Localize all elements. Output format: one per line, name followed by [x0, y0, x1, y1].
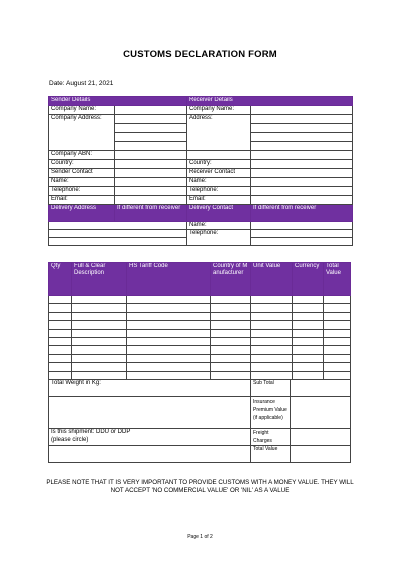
freight-field[interactable] — [291, 429, 351, 446]
unit-value-cell[interactable] — [251, 337, 293, 345]
please-circle-label: (please circle) — [51, 436, 89, 443]
telephone-label: Telephone: — [49, 187, 115, 196]
sub-total-label: Sub Total — [251, 380, 291, 397]
receiver-address-field[interactable] — [251, 133, 353, 142]
delivery-address-field[interactable] — [49, 222, 187, 230]
delivery-contact-note: If different from receiver — [251, 205, 353, 222]
receiver-address-field[interactable] — [251, 142, 353, 151]
unit-value-cell[interactable] — [251, 321, 293, 329]
description-cell[interactable] — [72, 304, 127, 312]
currency-cell[interactable] — [293, 346, 324, 354]
shipment-label: Is this shipment: DDU or DDP — [51, 429, 131, 435]
total-value-label: Total Value — [251, 446, 291, 463]
totals-table — [48, 379, 351, 463]
receiver-address-field[interactable] — [251, 124, 353, 133]
delivery-address-field[interactable] — [49, 230, 187, 238]
qty-cell[interactable] — [49, 337, 72, 345]
description-header: Full & Clear Description — [72, 263, 127, 296]
unit-value-cell[interactable] — [251, 363, 293, 371]
total-weight-label: Total Weight in Kg: — [49, 380, 251, 397]
receiver-telephone-label: Telephone: — [187, 187, 251, 196]
hs-tariff-cell[interactable] — [127, 354, 211, 362]
weight-field[interactable] — [49, 397, 251, 429]
country-cell[interactable] — [211, 363, 251, 371]
sender-details-header: Sender Details — [49, 97, 187, 106]
sub-total-field[interactable] — [291, 380, 351, 397]
receiver-name-label: Name: — [187, 178, 251, 187]
hs-tariff-cell[interactable] — [127, 337, 211, 345]
goods-table — [48, 262, 351, 380]
goods-row — [49, 321, 351, 329]
hs-tariff-label: HS Tariff Code — [129, 263, 168, 269]
receiver-details-header: Receiver Details — [187, 97, 353, 106]
total-value-cell[interactable] — [324, 346, 351, 354]
page-footer: Page 1 of 2 — [187, 534, 213, 540]
goods-row — [49, 296, 351, 304]
insurance-label: Insurance Premium Value (if applicable) — [251, 397, 291, 429]
country-field[interactable] — [115, 160, 187, 169]
freight-label: Freight Charges — [251, 429, 291, 446]
description-cell[interactable] — [72, 321, 127, 329]
hs-tariff-cell[interactable] — [127, 329, 211, 337]
delivery-address-header: Delivery Address — [49, 205, 115, 222]
qty-cell[interactable] — [49, 312, 72, 320]
hs-tariff-cell[interactable] — [127, 363, 211, 371]
description-cell[interactable] — [72, 346, 127, 354]
receiver-telephone-field[interactable] — [251, 187, 353, 196]
receiver-address-label: Address: — [187, 115, 251, 151]
country-cell[interactable] — [211, 329, 251, 337]
description-cell[interactable] — [72, 296, 127, 304]
company-address-field[interactable] — [115, 124, 187, 133]
delivery-name-field[interactable] — [251, 222, 353, 230]
hs-tariff-cell[interactable] — [127, 296, 211, 304]
country-cell[interactable] — [211, 321, 251, 329]
sender-receiver-table — [48, 96, 353, 246]
sender-contact-label: Sender Contact — [49, 169, 115, 178]
sender-contact-field[interactable] — [115, 169, 187, 178]
receiver-name-field[interactable] — [251, 178, 353, 187]
receiver-company-name-label: Company Name: — [187, 106, 251, 115]
goods-row — [49, 337, 351, 345]
currency-cell[interactable] — [293, 321, 324, 329]
unit-value-cell[interactable] — [251, 346, 293, 354]
unit-value-cell[interactable] — [251, 296, 293, 304]
hs-tariff-cell[interactable] — [127, 346, 211, 354]
currency-cell[interactable] — [293, 312, 324, 320]
blank-cell — [187, 151, 251, 160]
total-value-cell[interactable] — [324, 312, 351, 320]
total-value-cell[interactable] — [324, 354, 351, 362]
total-value-header: Total Value — [324, 263, 351, 296]
country-label: Country: — [49, 160, 115, 169]
receiver-country-label: Country: — [187, 160, 251, 169]
receiver-email-field[interactable] — [251, 196, 353, 205]
company-abn-field[interactable] — [115, 151, 187, 160]
description-cell[interactable] — [72, 363, 127, 371]
delivery-telephone-label: Telephone: — [187, 230, 251, 246]
qty-cell[interactable] — [49, 363, 72, 371]
total-value-cell[interactable] — [324, 304, 351, 312]
currency-cell[interactable] — [293, 354, 324, 362]
qty-cell[interactable] — [49, 296, 72, 304]
receiver-address-field[interactable] — [251, 115, 353, 124]
company-name-label: Company Name: — [49, 106, 115, 115]
unit-value-cell[interactable] — [251, 329, 293, 337]
delivery-address-note: If different from receiver — [115, 205, 187, 222]
currency-cell[interactable] — [293, 363, 324, 371]
country-cell[interactable] — [211, 354, 251, 362]
total-value-cell[interactable] — [324, 321, 351, 329]
currency-cell[interactable] — [293, 329, 324, 337]
hs-tariff-header — [127, 263, 211, 296]
qty-header: Qty — [49, 263, 72, 296]
country-of-manufacturer-header: Country of Manufacturer — [211, 263, 251, 296]
country-cell[interactable] — [211, 337, 251, 345]
hs-tariff-cell[interactable] — [127, 312, 211, 320]
hs-tariff-cell[interactable] — [127, 321, 211, 329]
total-value-cell[interactable] — [324, 329, 351, 337]
unit-value-cell[interactable] — [251, 354, 293, 362]
description-cell[interactable] — [72, 337, 127, 345]
company-address-field[interactable] — [115, 115, 187, 124]
total-value-cell[interactable] — [324, 337, 351, 345]
goods-row — [49, 304, 351, 312]
delivery-telephone-field[interactable] — [251, 238, 353, 246]
company-name-field[interactable] — [115, 106, 187, 115]
country-cell[interactable] — [211, 346, 251, 354]
delivery-name-label: Name: — [187, 222, 251, 230]
receiver-contact-field[interactable] — [251, 169, 353, 178]
delivery-telephone-field[interactable] — [251, 230, 353, 238]
blank-field[interactable] — [251, 151, 353, 160]
country-cell[interactable] — [211, 296, 251, 304]
telephone-field[interactable] — [115, 187, 187, 196]
goods-row — [49, 363, 351, 371]
currency-cell[interactable] — [293, 296, 324, 304]
name-label: Name: — [49, 178, 115, 187]
description-cell[interactable] — [72, 354, 127, 362]
blank-cell — [49, 446, 251, 463]
form-title: CUSTOMS DECLARATION FORM — [123, 49, 277, 60]
delivery-address-field[interactable] — [49, 238, 187, 246]
date-field: Date: August 21, 2021 — [49, 80, 114, 87]
email-label: Email: — [49, 196, 115, 205]
company-address-label: Company Address: — [49, 115, 115, 151]
unit-value-header: Unit Value — [251, 263, 293, 296]
total-value-cell[interactable] — [324, 363, 351, 371]
qty-cell[interactable] — [49, 321, 72, 329]
insurance-field[interactable] — [291, 397, 351, 429]
name-field[interactable] — [115, 178, 187, 187]
customs-note: PLEASE NOTE THAT IT IS VERY IMPORTANT TO PROVIDE CUSTOMS WITH A MONEY VALUE. THEY WILL NOT ACCEPT 'NO COMMERCIAL VALUE' OR 'NIL' AS A VALUE — [46, 479, 354, 494]
qty-cell[interactable] — [49, 346, 72, 354]
description-cell[interactable] — [72, 329, 127, 337]
receiver-email-label: Email: — [187, 196, 251, 205]
unit-value-cell[interactable] — [251, 312, 293, 320]
goods-row — [49, 346, 351, 354]
currency-cell[interactable] — [293, 337, 324, 345]
company-abn-label: Company ABN: — [49, 151, 115, 160]
company-address-field[interactable] — [115, 133, 187, 142]
receiver-country-field[interactable] — [251, 160, 353, 169]
country-cell[interactable] — [211, 312, 251, 320]
total-value-cell[interactable] — [324, 296, 351, 304]
country-cell[interactable] — [211, 304, 251, 312]
delivery-contact-header: Delivery Contact — [187, 205, 251, 222]
goods-row — [49, 329, 351, 337]
goods-row — [49, 354, 351, 362]
shipment-terms[interactable] — [49, 429, 251, 446]
total-value-field[interactable] — [291, 446, 351, 463]
receiver-company-name-field[interactable] — [251, 106, 353, 115]
description-cell[interactable] — [72, 312, 127, 320]
qty-cell[interactable] — [49, 304, 72, 312]
hs-tariff-cell[interactable] — [127, 304, 211, 312]
unit-value-cell[interactable] — [251, 304, 293, 312]
qty-cell[interactable] — [49, 354, 72, 362]
currency-cell[interactable] — [293, 304, 324, 312]
email-field[interactable] — [115, 196, 187, 205]
company-address-field[interactable] — [115, 142, 187, 151]
receiver-contact-label: Receiver Contact — [187, 169, 251, 178]
qty-cell[interactable] — [49, 329, 72, 337]
goods-row — [49, 312, 351, 320]
currency-header: Currency — [293, 263, 324, 296]
